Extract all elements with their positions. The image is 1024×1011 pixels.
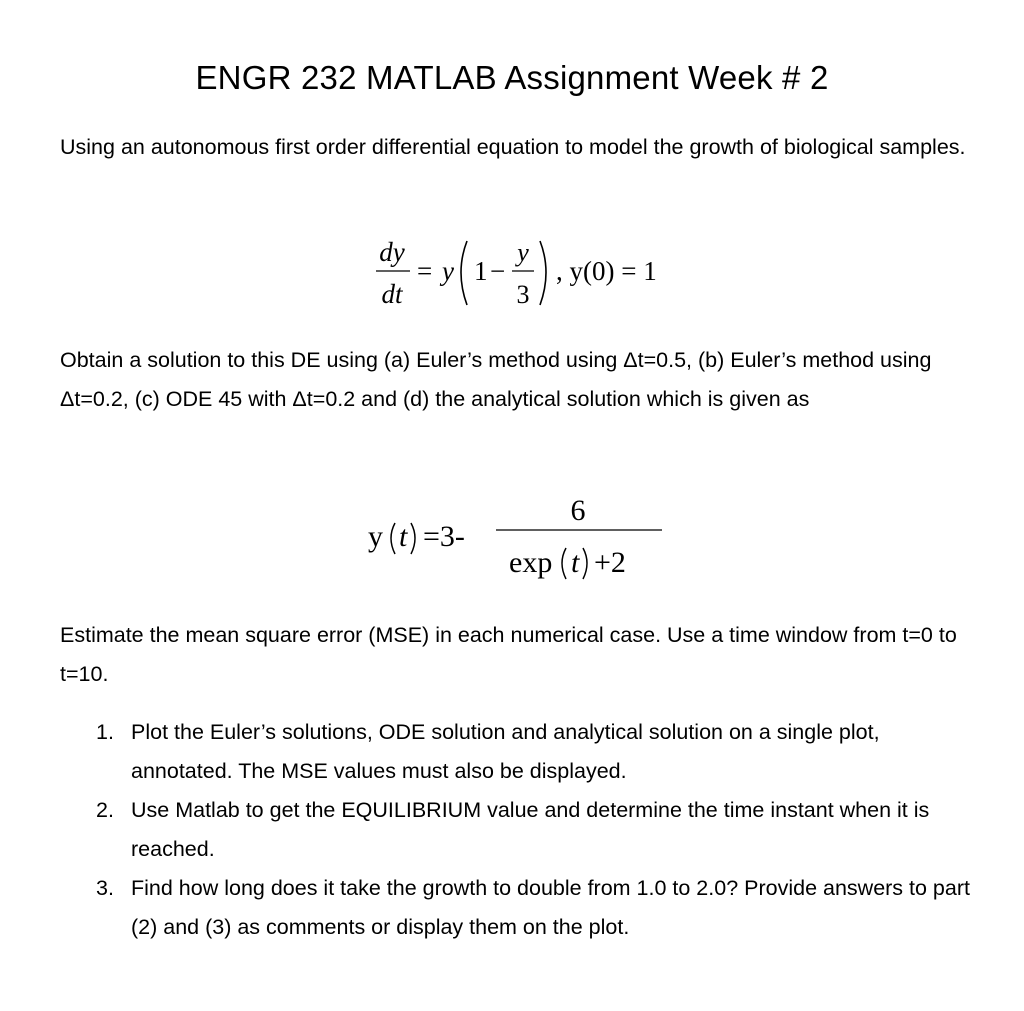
- sol-lhs-t: t: [399, 520, 408, 553]
- de-inner-numerator: y: [517, 238, 529, 267]
- de-numerator: dy: [379, 237, 405, 267]
- analytical-solution-equation: [366, 488, 676, 588]
- list-item-text: Use Matlab to get the EQUILIBRIUM value and determine the time instant when it is reached.: [131, 798, 930, 861]
- sol-den-t: t: [571, 546, 580, 579]
- sol-numerator: 6: [570, 494, 586, 527]
- list-item: [96, 869, 986, 947]
- de-denominator: dt: [381, 279, 403, 309]
- list-item: [96, 791, 986, 869]
- de-right-paren: [540, 241, 546, 305]
- de-y: y: [442, 256, 454, 286]
- sol-lhs-right-paren: [411, 523, 415, 554]
- sol-den-left-paren: [562, 548, 566, 579]
- sol-den-exp: exp: [509, 546, 553, 579]
- de-left-paren: [461, 241, 467, 305]
- list-item-text: Find how long does it take the growth to double from 1.0 to 2.0? Provide answers to part (2) and (3) as comments or display them on the plot.: [131, 876, 970, 939]
- differential-equation: [360, 234, 690, 314]
- list-item: [96, 713, 986, 791]
- document-title: ENGR 232 MATLAB Assignment Week # 2: [195, 59, 829, 96]
- list-item-text: Plot the Euler’s solutions, ODE solution and analytical solution on a single plot, annotated. The MSE values must also be displayed.: [131, 720, 880, 783]
- de-initial-condition: , y(0) = 1: [556, 256, 657, 286]
- de-equals: =: [417, 256, 433, 286]
- de-one: 1: [474, 256, 488, 286]
- task-list: [96, 713, 986, 947]
- sol-den-plus: +2: [594, 546, 626, 579]
- sol-equals: =3-: [423, 520, 465, 553]
- sol-lhs-y: y: [368, 520, 383, 553]
- list-item-number: 2.: [96, 798, 114, 822]
- mse-paragraph: Estimate the mean square error (MSE) in each numerical case. Use a time window from t=0 to t=10.: [60, 623, 957, 686]
- de-inner-denominator: 3: [516, 280, 530, 309]
- list-item-number: 1.: [96, 720, 114, 744]
- list-item-number: 3.: [96, 876, 114, 900]
- de-minus: −: [490, 256, 506, 286]
- intro-paragraph: Using an autonomous first order differential equation to model the growth of biological samples.: [60, 135, 966, 159]
- task-paragraph: Obtain a solution to this DE using (a) Euler’s method using Δt=0.5, (b) Euler’s method using Δt=0.2, (c) ODE 45 with Δt=0.2 and (d) the analytical solution which is given as: [60, 348, 932, 411]
- sol-lhs-left-paren: [391, 523, 395, 554]
- sol-den-right-paren: [583, 548, 587, 579]
